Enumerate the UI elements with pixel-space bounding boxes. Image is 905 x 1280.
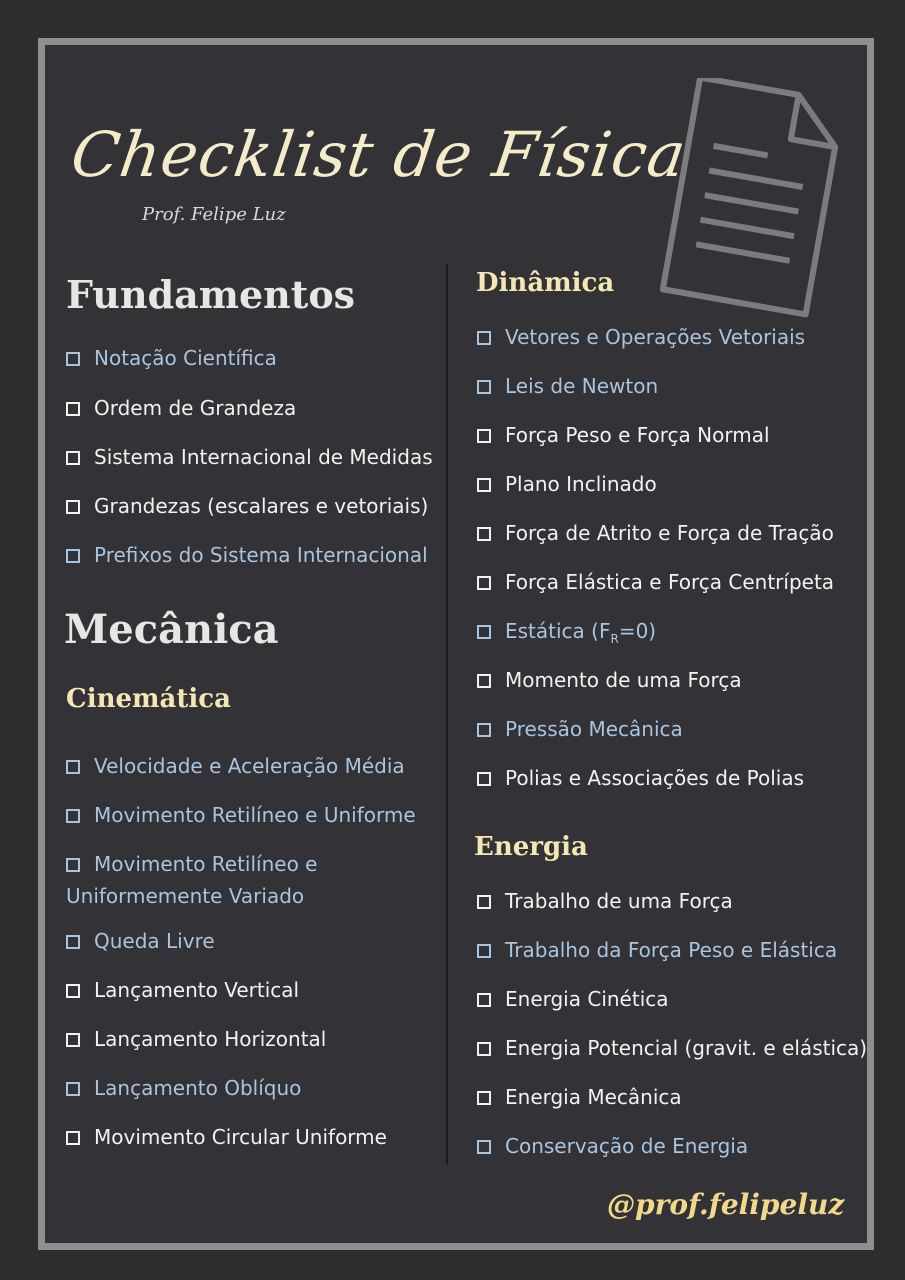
checklist-item[interactable]: Leis de Newton: [477, 370, 658, 402]
checkbox-icon[interactable]: [477, 944, 491, 958]
checkbox-icon[interactable]: [477, 895, 491, 909]
checklist-item[interactable]: Prefixos do Sistema Internacional: [66, 539, 428, 571]
checkbox-icon[interactable]: [66, 500, 80, 514]
checklist-item[interactable]: Plano Inclinado: [477, 468, 657, 500]
checkbox-icon[interactable]: [477, 576, 491, 590]
checkbox-icon[interactable]: [477, 527, 491, 541]
author-signature: Prof. Felipe Luz: [142, 204, 286, 225]
checkbox-icon[interactable]: [477, 331, 491, 345]
checkbox-icon[interactable]: [477, 1140, 491, 1154]
checkbox-icon[interactable]: [477, 478, 491, 492]
checklist-item[interactable]: Conservação de Energia: [477, 1130, 748, 1162]
subsection-title-dinamica: Dinâmica: [476, 268, 615, 298]
checklist-item[interactable]: Movimento Circular Uniforme: [66, 1121, 387, 1153]
checklist-item[interactable]: Sistema Internacional de Medidas: [66, 441, 433, 473]
social-handle: @prof.felipeluz: [607, 1188, 845, 1221]
checklist-item[interactable]: Pressão Mecânica: [477, 713, 683, 745]
checkbox-icon[interactable]: [66, 858, 80, 872]
checklist-item[interactable]: Trabalho da Força Peso e Elástica: [477, 934, 837, 966]
checkbox-icon[interactable]: [66, 809, 80, 823]
checklist-item[interactable]: Ordem de Grandeza: [66, 392, 296, 424]
checklist-item[interactable]: Força de Atrito e Força de Tração: [477, 517, 834, 549]
checklist-item[interactable]: Força Elástica e Força Centrípeta: [477, 566, 834, 598]
checklist-item[interactable]: Lançamento Horizontal: [66, 1023, 326, 1055]
checkbox-icon[interactable]: [477, 674, 491, 688]
section-title-mecanica: Mecânica: [64, 606, 279, 653]
checkbox-icon[interactable]: [477, 380, 491, 394]
checkbox-icon[interactable]: [66, 352, 80, 366]
checkbox-icon[interactable]: [66, 984, 80, 998]
checkbox-icon[interactable]: [477, 993, 491, 1007]
checklist-item[interactable]: Lançamento Vertical: [66, 974, 299, 1006]
checklist-item[interactable]: Momento de uma Força: [477, 664, 742, 696]
checkbox-icon[interactable]: [66, 1131, 80, 1145]
checkbox-icon[interactable]: [477, 429, 491, 443]
checkbox-icon[interactable]: [66, 402, 80, 416]
checklist-item[interactable]: Queda Livre: [66, 925, 215, 957]
checklist-item[interactable]: Grandezas (escalares e vetoriais): [66, 490, 428, 522]
checklist-item[interactable]: Energia Cinética: [477, 983, 669, 1015]
checkbox-icon[interactable]: [66, 1082, 80, 1096]
checkbox-icon[interactable]: [66, 451, 80, 465]
document-icon: [660, 78, 840, 318]
checkbox-icon[interactable]: [66, 935, 80, 949]
checkbox-icon[interactable]: [66, 760, 80, 774]
page-title: Checklist de Física: [66, 118, 691, 191]
checklist-item[interactable]: Força Peso e Força Normal: [477, 419, 770, 451]
checklist-item[interactable]: Energia Potencial (gravit. e elástica): [477, 1032, 867, 1064]
checklist-item[interactable]: Vetores e Operações Vetoriais: [477, 321, 805, 353]
checkbox-icon[interactable]: [66, 1033, 80, 1047]
checklist-item[interactable]: Velocidade e Aceleração Média: [66, 750, 405, 782]
checkbox-icon[interactable]: [477, 625, 491, 639]
subsection-title-energia: Energia: [474, 832, 588, 862]
checkbox-icon[interactable]: [477, 1042, 491, 1056]
checklist-item[interactable]: Notação Científica: [66, 342, 277, 374]
checklist-item-continuation: Uniformemente Variado: [66, 884, 305, 908]
checkbox-icon[interactable]: [477, 772, 491, 786]
checklist-item[interactable]: Lançamento Oblíquo: [66, 1072, 301, 1104]
checkbox-icon[interactable]: [477, 1091, 491, 1105]
checkbox-icon[interactable]: [477, 723, 491, 737]
checklist-item[interactable]: Energia Mecânica: [477, 1081, 682, 1113]
checklist-item[interactable]: Movimento Retilíneo e Uniforme: [66, 799, 416, 831]
checklist-item[interactable]: Estática $(F_R=0)$: [477, 615, 656, 655]
checklist-item[interactable]: Trabalho de uma Força: [477, 885, 733, 917]
checklist-item[interactable]: Polias e Associações de Polias: [477, 762, 804, 794]
column-divider: [446, 264, 448, 1164]
checklist-item[interactable]: Movimento Retilíneo e: [66, 848, 317, 880]
section-title-fundamentos: Fundamentos: [66, 272, 356, 317]
checkbox-icon[interactable]: [66, 549, 80, 563]
subsection-title-cinematica: Cinemática: [66, 684, 231, 714]
